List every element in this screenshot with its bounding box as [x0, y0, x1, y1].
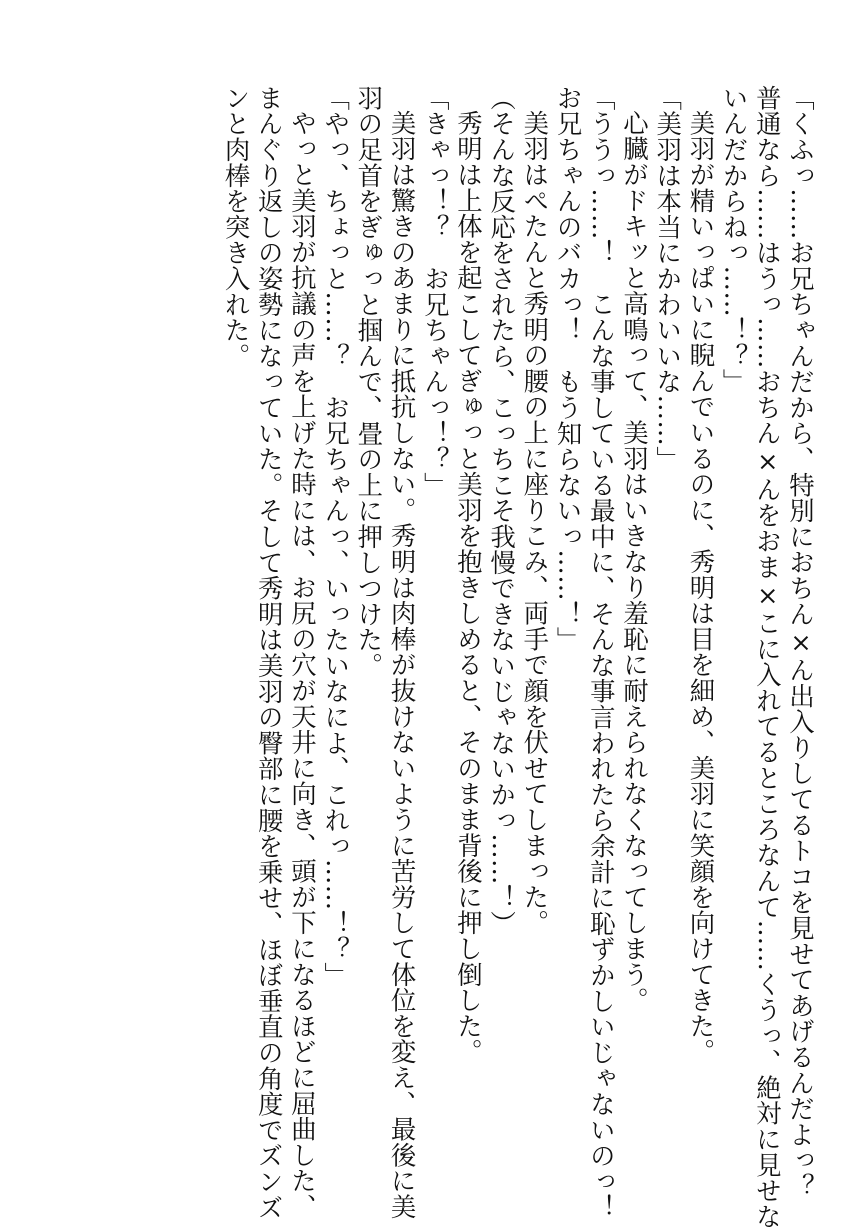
text-line-18: ンと肉棒を突き入れた。: [221, 85, 252, 369]
text-line-17: まんぐり返しの姿勢になっていた。そして秀明は美羽の臀部に腰を乗せ、ほぼ垂直の角度でズンズ: [254, 85, 285, 1221]
text-line-3: いんだからねっ……！？」: [719, 85, 750, 395]
text-line-16: やっと美羽が抗議の声を上げた時には、お尻の穴が天井に向き、頭が下になるほどに屈曲した、: [287, 110, 318, 1220]
text-line-5: 「美羽は本当にかわいいな……」: [653, 85, 684, 472]
text-line-10: （そんな反応をされたら、こっちこそ我慢できないじゃないかっ……！）: [487, 85, 518, 937]
text-line-11: 秀明は上体を起こしてぎゅっと美羽を抱きしめると、そのまま背後に押し倒した。: [453, 110, 484, 1065]
text-line-15: 「やっ、ちょっと……？ お兄ちゃんっ、いったいなによ、これっ……！？」: [321, 85, 352, 988]
text-line-4: 美羽が精いっぱいに睨んでいるのに、秀明は目を細め、美羽に笑顔を向けてきた。: [686, 110, 717, 1065]
text-line-8: お兄ちゃんのバカっ！ もう知らないっ……！」: [553, 85, 584, 653]
text-line-13: 美羽は驚きのあまりに抵抗しない。秀明は肉棒が抜けないように苦労して体位を変え、最後に美: [387, 110, 418, 1220]
text-line-14: 羽の足首をぎゅっと掴んで、畳の上に押しつけた。: [354, 85, 385, 679]
text-line-9: 美羽はぺたんと秀明の腰の上に座りこみ、両手で顔を伏せてしまった。: [520, 110, 551, 936]
text-line-6: 心臓がドキッと高鳴って、美羽はいきなり羞恥に耐えられなくなってしまう。: [619, 110, 650, 1013]
text-line-12: 「きゃっ！？ お兄ちゃんっ！？」: [420, 85, 451, 498]
text-line-7: 「ううっ……！ こんな事している最中に、そんな事言われたら余計に恥ずかしいじゃないのっ！: [586, 85, 617, 1221]
vertical-text-block: [35, 85, 817, 1229]
text-line-2: 普通なら……はうっ……おちん×んをおま×こに入れてるところなんて……くうっ、絶対に見せな: [752, 85, 783, 1229]
text-line-1: 「くふっ……お兄ちゃんだから、特別におちん×ん出入りしてるトコを見せてあげるんだよっ？: [786, 85, 816, 1199]
